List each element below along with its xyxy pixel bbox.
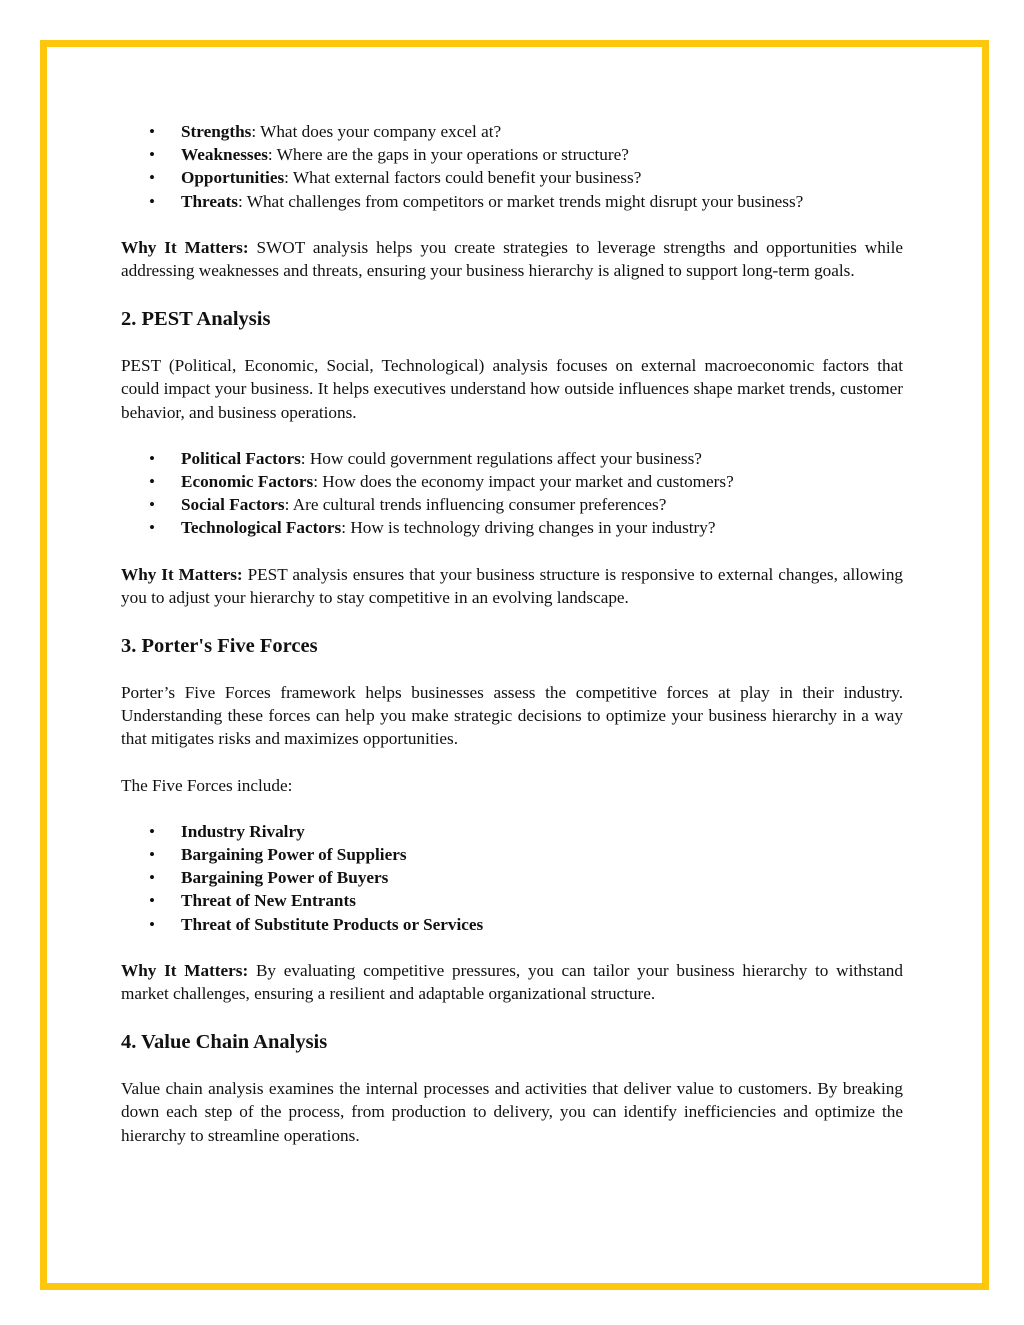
list-item-text: : Where are the gaps in your operations or structure? [267,145,629,165]
bullet-icon: • [149,821,156,841]
pest-list [121,447,903,540]
list-item-term: Economic Factors [181,472,314,492]
list-item [121,120,903,143]
list-item [121,470,903,493]
list-item [121,190,903,213]
list-item [121,493,903,516]
list-item [121,843,903,866]
why-label: Why It Matters: [121,960,249,980]
list-item-term: Strengths [181,122,252,141]
list-item-text: : What does your company excel at? [251,122,502,141]
swot-why-paragraph [121,236,903,282]
bullet-icon: • [149,191,156,211]
bullet-icon: • [149,448,156,468]
forces-list [121,820,903,936]
list-item [121,913,903,936]
why-text: SWOT analysis helps you create strategies to leverage strengths and opportunities while addressing weaknesses and threats, ensuring your business hierarchy is aligned to support long-term goals. [121,237,903,281]
list-item [121,516,903,539]
porter-why-paragraph [121,959,903,1005]
list-item-term: Bargaining Power of Buyers [181,868,389,888]
list-item-term: Industry Rivalry [181,821,305,841]
document-content [121,120,903,1147]
list-item [121,866,903,889]
pest-intro-paragraph: PEST (Political, Economic, Social, Technological) analysis focuses on external macroeconomic factors that could impact your business. It helps executives understand how outside influences shape market trends, customer behavior, and business operations. [121,356,903,422]
section-heading-porter: 3. Porter's Five Forces [121,635,318,658]
list-item [121,143,903,166]
bullet-icon: • [149,495,156,515]
list-item-text: : How does the economy impact your market and customers? [313,472,734,492]
list-item-text: : Are cultural trends influencing consumer preferences? [284,495,667,515]
bullet-icon: • [149,472,156,492]
pest-why-paragraph [121,563,903,609]
list-item-term: Technological Factors [181,518,342,538]
why-text: PEST analysis ensures that your business structure is responsive to external changes, allowing you to adjust your hierarchy to stay competitive in an evolving landscape. [121,564,904,607]
bullet-icon: • [149,168,156,188]
list-item-term: Bargaining Power of Suppliers [181,845,407,865]
swot-list [121,120,903,213]
list-item [121,889,903,912]
forces-intro-paragraph: The Five Forces include: [121,775,293,795]
value-chain-intro-paragraph: Value chain analysis examines the internal processes and activities that deliver value to customers. By breaking down each step of the process, from production to delivery, you can identify inefficiencies and optimize the hierarchy to streamline operations. [121,1079,903,1145]
list-item-text: : How could government regulations affect your business? [300,448,702,468]
list-item-text: : What challenges from competitors or market trends might disrupt your business? [237,191,804,211]
bullet-icon: • [149,122,156,141]
list-item-text: : What external factors could benefit your business? [284,168,642,188]
bullet-icon: • [149,914,156,934]
list-item-term: Social Factors [181,495,285,515]
list-item [121,820,903,843]
why-label: Why It Matters: [121,564,243,584]
why-label: Why It Matters: [121,237,249,257]
list-item-text: : How is technology driving changes in your industry? [341,518,716,538]
list-item-term: Threats [181,191,238,211]
list-item-term: Threat of Substitute Products or Services [181,914,484,934]
list-item-term: Threat of New Entrants [181,891,356,911]
why-text: By evaluating competitive pressures, you can tailor your business hierarchy to withstand market challenges, ensuring a resilient and adaptable organizational structure. [121,960,903,1004]
list-item [121,447,903,470]
bullet-icon: • [149,845,156,865]
bullet-icon: • [149,891,156,911]
section-heading-pest: 2. PEST Analysis [121,308,271,331]
bullet-icon: • [149,868,156,888]
list-item-term: Political Factors [181,448,301,468]
porter-intro-paragraph: Porter’s Five Forces framework helps businesses assess the competitive forces at play in their industry. Understanding these forces can help you make strategic decisions to optimize your business hierarchy in a way that mitigates risks and maximizes opportunities. [121,683,903,749]
section-heading-value-chain: 4. Value Chain Analysis [121,1031,328,1054]
list-item-term: Opportunities [181,168,285,188]
bullet-icon: • [149,518,156,538]
list-item [121,166,903,189]
bullet-icon: • [149,145,156,165]
list-item-term: Weaknesses [181,145,268,165]
